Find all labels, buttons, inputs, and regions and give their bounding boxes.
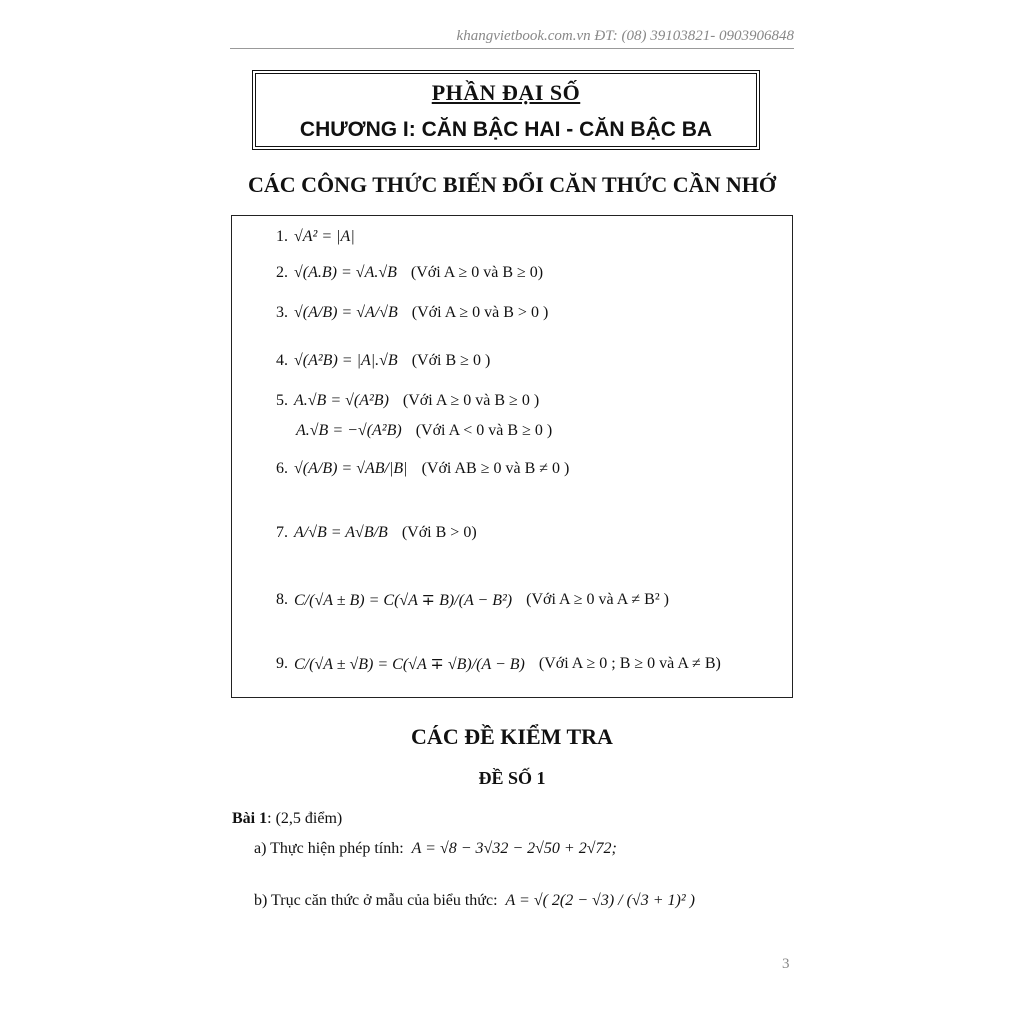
exam-title: ĐỀ SỐ 1 xyxy=(478,768,546,788)
chapter-title: CHƯƠNG I: CĂN BẬC HAI - CĂN BẬC BA xyxy=(299,118,713,141)
formula-condition: (Với B > 0) xyxy=(401,524,477,541)
formula-condition: (Với A ≥ 0 ; B ≥ 0 và A ≠ B) xyxy=(538,655,721,672)
formula-expression: √(A/B) = √A/√B xyxy=(294,304,398,321)
formula-expression: √(A/B) = √AB/|B| xyxy=(294,460,408,477)
formula-expression: √A² = |A| xyxy=(294,228,355,245)
header-rule xyxy=(230,48,794,49)
formula-condition: (Với A ≥ 0 và B ≥ 0) xyxy=(410,264,544,281)
page-header: khangvietbook.com.vn ĐT: (08) 39103821- 0903906848 xyxy=(456,28,794,44)
formula-expression: A.√B = √(A²B) xyxy=(294,392,389,409)
bai1-a-expression: A = √8 − 3√32 − 2√50 + 2√72; xyxy=(411,840,617,857)
bai1-label: Bài 1 xyxy=(232,810,268,827)
formula-5b xyxy=(296,422,552,440)
bai1-b-text: b) Trục căn thức ở mẫu của biểu thức: xyxy=(254,892,498,909)
bai1-points: : (2,5 điểm) xyxy=(267,810,343,827)
formula-condition: (Với A < 0 và B ≥ 0 ) xyxy=(415,422,553,439)
title-box xyxy=(252,70,760,150)
formula-expression: √(A²B) = |A|.√B xyxy=(294,352,398,369)
formula-7 xyxy=(276,524,477,542)
formula-number: 1. xyxy=(276,228,288,245)
formula-1 xyxy=(276,228,355,246)
formula-8 xyxy=(276,590,669,610)
formula-9 xyxy=(276,654,721,674)
formula-number: 8. xyxy=(276,591,288,608)
bai1-a-text: a) Thực hiện phép tính: xyxy=(254,840,404,857)
bai1-b-expression: A = √( 2(2 − √3) / (√3 + 1)² ) xyxy=(505,892,695,909)
formula-6 xyxy=(276,460,569,478)
page-number: 3 xyxy=(782,956,790,972)
formula-box xyxy=(231,215,793,698)
formula-2 xyxy=(276,264,543,282)
formula-number: 4. xyxy=(276,352,288,369)
formula-number: 3. xyxy=(276,304,288,321)
formula-condition: (Với A ≥ 0 và A ≠ B² ) xyxy=(526,591,669,608)
formula-expression: C/(√A ± √B) = C(√A ∓ √B)/(A − B) xyxy=(294,656,525,673)
formula-condition: (Với A ≥ 0 và B > 0 ) xyxy=(411,304,549,321)
part-title: PHẦN ĐẠI SỐ xyxy=(431,80,581,105)
formula-5a xyxy=(276,392,539,410)
formula-expression: √(A.B) = √A.√B xyxy=(294,264,397,281)
formula-expression: A.√B = −√(A²B) xyxy=(296,422,402,439)
formula-number: 7. xyxy=(276,524,288,541)
formula-number: 6. xyxy=(276,460,288,477)
exams-section-title: CÁC ĐỀ KIỂM TRA xyxy=(411,724,613,749)
formula-expression: A/√B = A√B/B xyxy=(294,524,388,541)
bai1-heading xyxy=(232,810,342,828)
formula-number: 5. xyxy=(276,392,288,409)
formula-number: 2. xyxy=(276,264,288,281)
formula-condition: (Với B ≥ 0 ) xyxy=(411,352,491,369)
formula-condition: (Với A ≥ 0 và B ≥ 0 ) xyxy=(402,392,540,409)
formula-expression: C/(√A ± B) = C(√A ∓ B)/(A − B²) xyxy=(294,592,513,609)
bai1-part-b xyxy=(254,892,695,910)
formulas-section-title: CÁC CÔNG THỨC BIẾN ĐỔI CĂN THỨC CẦN NHỚ xyxy=(247,172,777,197)
formula-number: 9. xyxy=(276,655,288,672)
formula-4 xyxy=(276,352,490,370)
formula-condition: (Với AB ≥ 0 và B ≠ 0 ) xyxy=(421,460,570,477)
bai1-part-a xyxy=(254,840,617,858)
formula-3 xyxy=(276,304,548,322)
